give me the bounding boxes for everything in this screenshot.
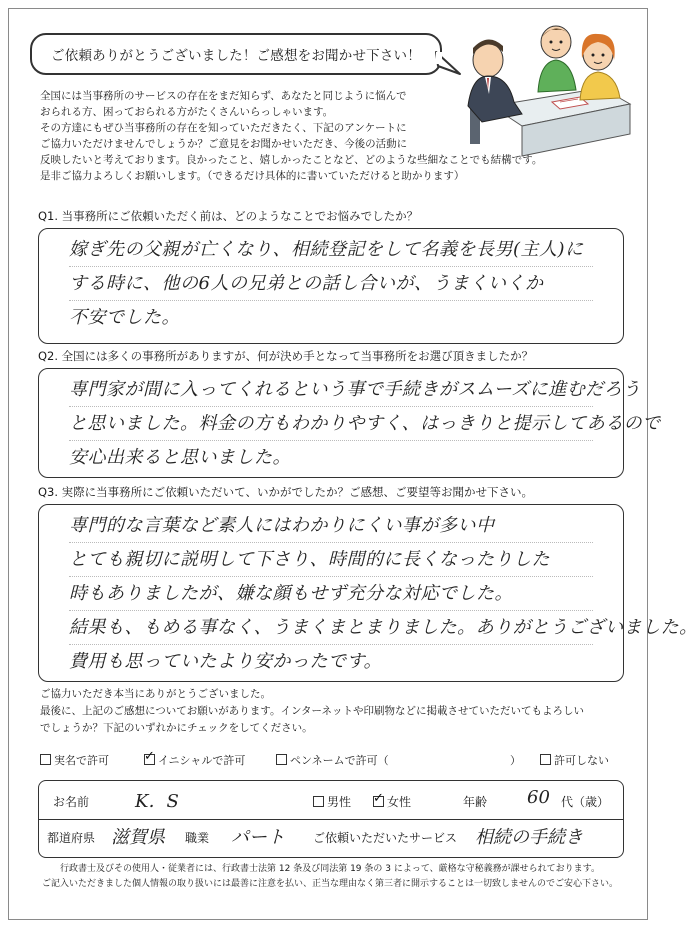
age-label: 年齢 [463, 795, 488, 809]
prefecture-label: 都道府県 [47, 831, 96, 845]
q1-answer-line: 不安でした。 [69, 307, 180, 328]
closing-line: ご協力いただき本当にありがとうございました。 [40, 688, 271, 700]
q3-answer-box [38, 504, 698, 682]
consent-penname-label: ペンネームで許可（ [290, 754, 389, 767]
q3-answer-line: とても親切に説明して下さり、時間的に長くなったりした [69, 543, 593, 577]
age-value: 60 [527, 787, 550, 808]
intro-line: 是非ご協力よろしくお願いします。（できるだけ具体的に書いていただけると助かります） [40, 170, 465, 182]
q2-answer-box [38, 368, 661, 478]
intro-line: その方達にもぜひ当事務所の存在を知っていただきたく、下記のアンケートに [40, 122, 407, 134]
intro-line: 反映したいと考えております。良かったこと、嬉しかったことなど、どのような些細なことでも結構です。 [40, 154, 543, 166]
consent-penname-close: ） [510, 754, 521, 767]
checkbox-deny[interactable] [540, 754, 551, 765]
q1-answer-line: 嫁ぎ先の父親が亡くなり、相続登記をして名義を長男(主人)に [69, 233, 593, 267]
consent-initial[interactable] [144, 752, 245, 768]
prefecture-value: 滋賀県 [111, 827, 165, 848]
gender-female[interactable] [373, 793, 411, 810]
checkbox-penname[interactable] [276, 754, 287, 765]
service-label: ご依頼いただいたサービス [313, 831, 458, 845]
female-label: 女性 [387, 795, 412, 809]
form-divider [39, 819, 623, 820]
closing-line: 最後に、上記のご感想についてお願いがあります。インターネットや印刷物などに掲載させていただいてもよろしい [40, 705, 585, 717]
closing-text [40, 686, 584, 737]
consultation-illustration [452, 14, 632, 160]
checkbox-male[interactable] [313, 796, 324, 807]
q2-question: Q2. 全国には多くの事務所がありますが、何が決め手となって当事務所をお選び頂きましたか？ [38, 349, 534, 363]
consent-penname[interactable] [276, 752, 389, 768]
respondent-info-box [38, 780, 624, 858]
service-value: 相続の手続き [475, 827, 583, 848]
footer-line-2: ご記入いただきました個人情報の取り扱いには最善に注意を払い、正当な理由なく第三者に開示することは一切致しませんのでご安心下さい。 [41, 879, 618, 889]
q2-answer-line: 専門家が間に入ってくれるという事で手続きがスムーズに進むだろう [69, 373, 593, 407]
occupation-value: パート [231, 827, 285, 848]
q2-answer-line: 安心出来ると思いました。 [69, 447, 291, 468]
name-label: お名前 [53, 795, 90, 809]
consent-realname-label: 実名で許可 [54, 754, 109, 767]
checkbox-female[interactable] [373, 796, 384, 807]
confidentiality-footer [20, 862, 640, 892]
q3-answer-line: 結果も、もめる事なく、うまくまとまりました。ありがとうございました。 [69, 611, 593, 645]
q2-answer-line: と思いました。料金の方もわかりやすく、はっきりと提示してあるので [69, 407, 593, 441]
consent-options [40, 752, 620, 770]
occupation-label: 職業 [185, 831, 210, 845]
q3-answer-line: 費用も思っていたより安かったです。 [69, 651, 383, 672]
q3-question: Q3. 実際に当事務所にご依頼いただいて、いかがでしたか？ご感想、ご要望等お聞かせ下さい。 [38, 485, 533, 499]
q1-answer-line: する時に、他の6人の兄弟との話し合いが、うまくいくか [69, 267, 593, 301]
q3-answer-line: 専門的な言葉など素人にはわかりにくい事が多い中 [69, 509, 593, 543]
age-unit: 代（歳） [561, 795, 610, 809]
consent-deny-label: 許可しない [554, 754, 609, 767]
footer-line-1: 行政書士及びその使用人・従業者には、行政書士法第 12 条及び同法第 19 条の 3 によって、厳格な守秘義務が課せられております。 [60, 864, 600, 874]
intro-line: おられる方、困っておられる方がたくさんいらっしゃいます。 [40, 106, 334, 118]
gender-male[interactable] [313, 793, 351, 810]
consent-realname[interactable] [40, 752, 109, 768]
male-label: 男性 [327, 795, 352, 809]
q3-answer-line: 時もありましたが、嫌な顔もせず充分な対応でした。 [69, 577, 593, 611]
closing-line: でしょうか？下記のいずれかにチェックをしてください。 [40, 722, 313, 734]
name-value: K．S [135, 791, 179, 812]
intro-line: ご協力いただけませんでしょうか？ご意見をお聞かせいただき、今後の活動に [40, 138, 408, 150]
q1-question: Q1. 当事務所にご依頼いただく前は、どのようなことでお悩みでしたか？ [38, 209, 419, 223]
intro-text [40, 88, 543, 184]
header-bubble-text: ご依頼ありがとうございました！ご感想をお聞かせ下さい！ [51, 48, 421, 64]
consent-deny[interactable] [540, 752, 609, 768]
q1-answer-box [38, 228, 624, 344]
intro-line: 全国には当事務所のサービスの存在をまだ知らず、あなたと同じように悩んで [40, 90, 407, 102]
consent-initial-label: イニシャルで許可 [158, 754, 246, 767]
checkbox-initial[interactable] [144, 754, 155, 765]
header-bubble [30, 33, 442, 75]
checkbox-realname[interactable] [40, 754, 51, 765]
